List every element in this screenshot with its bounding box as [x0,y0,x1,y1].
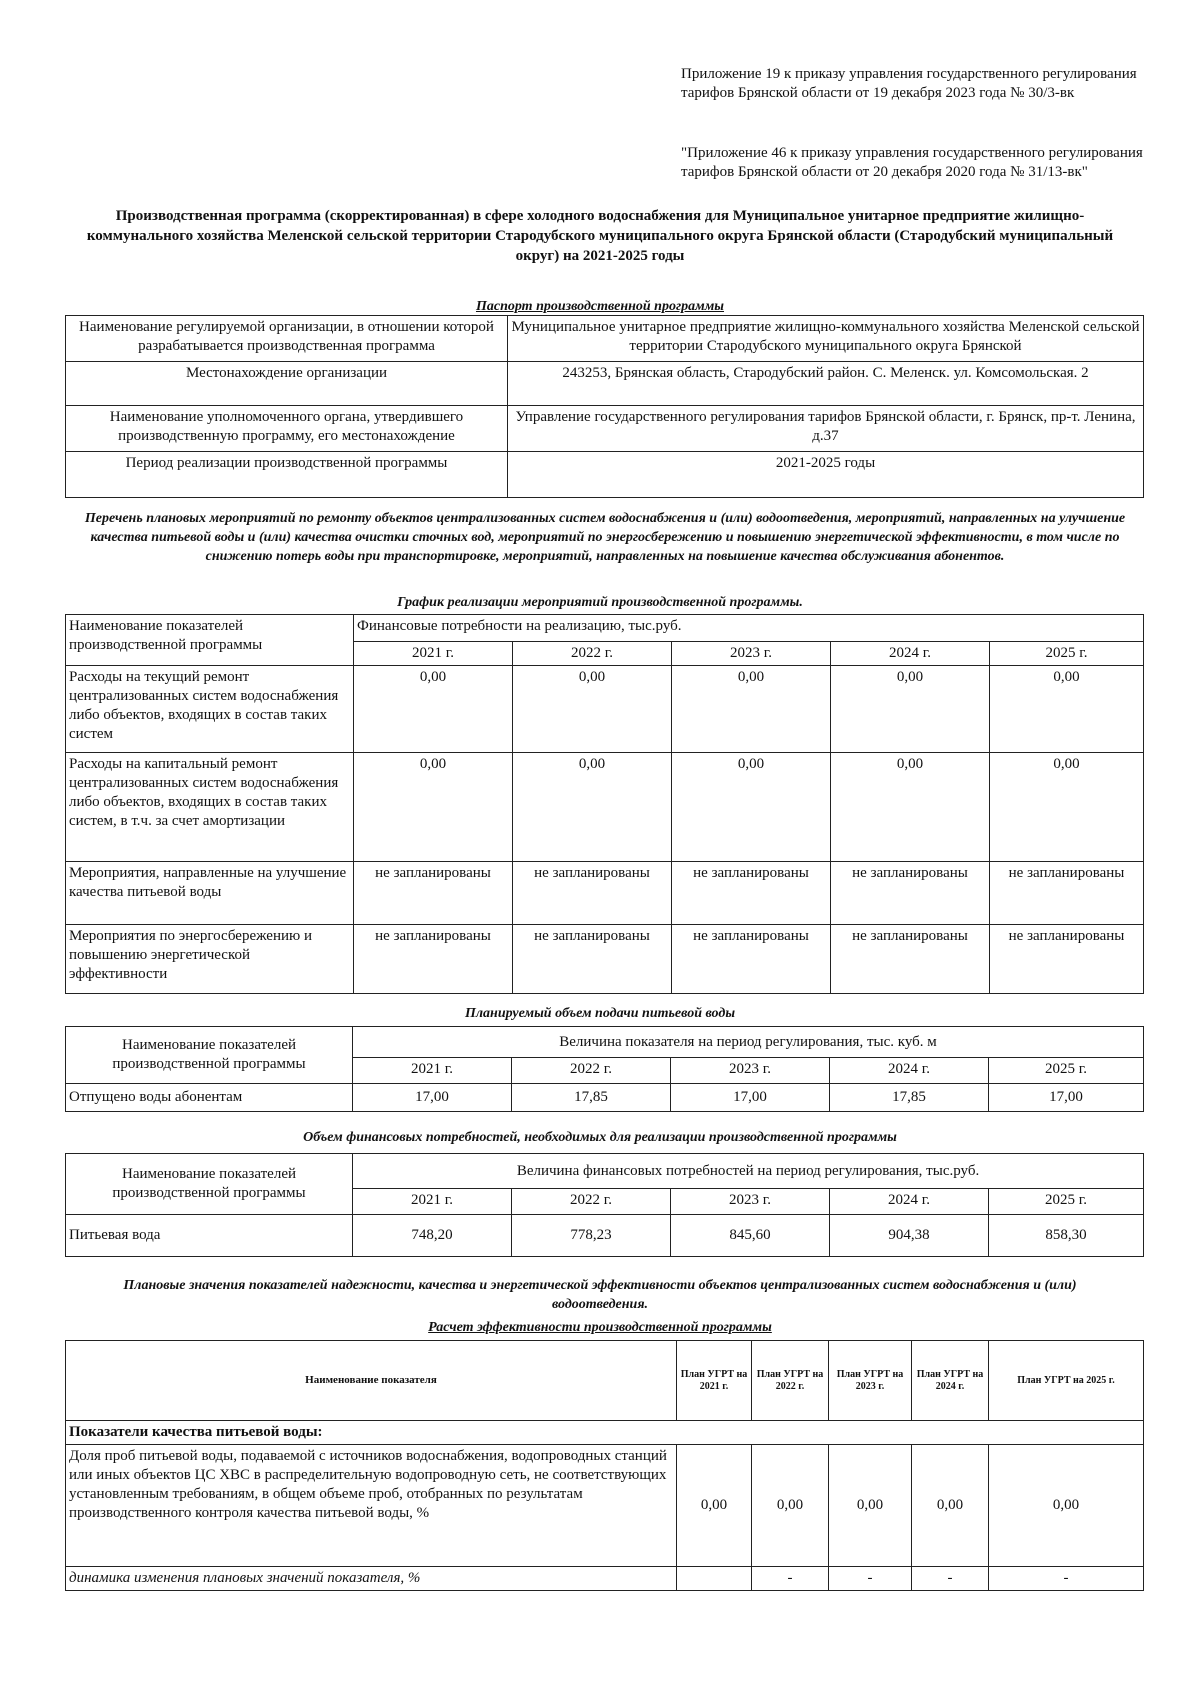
table-row [66,862,1144,925]
year-header: 2024 г. [831,642,990,666]
value-cell: 0,00 [672,753,831,862]
row-label: Расходы на капитальный ремонт централизованных систем водоснабжения либо объектов, входящих в состав таких систем, в т.ч. за счет амортизации [66,753,354,862]
year-header: 2021 г. [353,1189,512,1215]
year-header: 2023 г. [671,1058,830,1084]
passport-label: Наименование регулируемой организации, в отношении которой разрабатывается производственная программа [66,316,508,362]
row-label: Мероприятия, направленные на улучшение качества питьевой воды [66,862,354,925]
passport-table [65,315,1144,498]
value-cell: 0,00 [752,1445,829,1567]
value-cell: 17,00 [671,1084,830,1112]
table-row [66,452,1144,498]
value-cell [677,1567,752,1591]
value-cell: - [752,1567,829,1591]
dynamics-label: динамика изменения плановых значений показателя, % [66,1567,677,1591]
passport-label: Наименование уполномоченного органа, утвердившего производственную программу, его местонахождение [66,406,508,452]
table-row [66,1445,1144,1567]
value-cell: не запланированы [990,862,1144,925]
row-label: Расходы на текущий ремонт централизованных систем водоснабжения либо объектов, входящих в состав таких систем [66,666,354,753]
measures-table [65,614,1144,994]
value-cell: - [829,1567,912,1591]
value-cell: не запланированы [354,925,513,994]
value-cell: не запланированы [513,862,672,925]
table-row [66,1421,1144,1445]
table-row [66,1084,1144,1112]
year-header: 2024 г. [830,1189,989,1215]
annex-19-note: Приложение 19 к приказу управления государственного регулирования тарифов Брянской области от 19 декабря 2023 года № 30/3-вк [681,66,1137,101]
value-cell: 0,00 [831,666,990,753]
value-cell: - [989,1567,1144,1591]
table-row [66,1154,1144,1189]
value-cell: 17,00 [989,1084,1144,1112]
table-row [66,666,1144,753]
value-cell: 0,00 [513,666,672,753]
value-cell: 0,00 [354,753,513,862]
value-cell: не запланированы [672,862,831,925]
document-title: Производственная программа (скорректированная) в сфере холодного водоснабжения для Муниципальное унитарное предприятие жилищно-коммунального хозяйства Меленской сельской территории Стародубского муниципального округа Брянской области (Стародубский муниципальный округ) на 2021-2025 годы [86,208,1114,264]
table-row [66,362,1144,406]
table-row [66,316,1144,362]
passport-label: Период реализации производственной программы [66,452,508,498]
plan-header: План УГРТ на 2021 г. [677,1341,752,1421]
value-cell: 0,00 [989,1445,1144,1567]
year-header: 2025 г. [989,1189,1144,1215]
efficiency-table [65,1340,1144,1591]
table-row [66,615,1144,642]
value-cell: 17,85 [512,1084,671,1112]
indicator-header: Наименование показателя [66,1341,677,1421]
efficiency-caption: Плановые значения показателей надежности, качества и энергетической эффективности объектов централизованных систем водоснабжения и (или) водоотведения. [123,1278,1077,1312]
passport-label: Местонахождение организации [66,362,508,406]
value-cell: не запланированы [513,925,672,994]
value-cell: 845,60 [671,1215,830,1257]
passport-value: 2021-2025 годы [508,452,1144,498]
table-row [66,406,1144,452]
value-cell: 858,30 [989,1215,1144,1257]
indicator-header: Наименование показателей производственной программы [66,1027,353,1084]
value-cell: 0,00 [912,1445,989,1567]
value-cell: 0,00 [354,666,513,753]
value-cell: не запланированы [354,862,513,925]
plan-header: План УГРТ на 2022 г. [752,1341,829,1421]
schedule-caption: График реализации мероприятий производственной программы. [397,595,803,610]
year-header: 2025 г. [989,1058,1144,1084]
value-cell: не запланированы [831,925,990,994]
plan-header: План УГРТ на 2025 г. [989,1341,1144,1421]
table-row [66,1567,1144,1591]
volume-table [65,1026,1144,1112]
indicator-header: Наименование показателей производственной программы [66,1154,353,1215]
year-header: 2022 г. [512,1058,671,1084]
year-header: 2021 г. [354,642,513,666]
finance-caption: Объем финансовых потребностей, необходимых для реализации производственной программы [303,1130,897,1145]
value-cell: 0,00 [672,666,831,753]
year-header: 2021 г. [353,1058,512,1084]
table-row [66,1215,1144,1257]
passport-value: Муниципальное унитарное предприятие жилищно-коммунального хозяйства Меленской сельской территории Стародубского муниципального округа Брянской [508,316,1144,362]
finance-table [65,1153,1144,1257]
value-cell: 0,00 [990,753,1144,862]
section-header: Показатели качества питьевой воды: [66,1421,1144,1445]
measures-caption: Перечень плановых мероприятий по ремонту объектов централизованных систем водоснабжения и (или) водоотведения, мероприятий, направленных на улучшение качества питьевой воды и (или) качества очистки сточных вод, мероприятий по энергосбережению и повышению энергетической эффективности, в том числе по снижению потерь воды при транспортировке, мероприятий, направленных на повышение качества обслуживания абонентов. [84,511,1126,564]
year-header: 2025 г. [990,642,1144,666]
value-cell: 0,00 [677,1445,752,1567]
table-row [66,1027,1144,1058]
indicator-header: Наименование показателей производственной программы [66,615,354,666]
passport-value: 243253, Брянская область, Стародубский район. С. Меленск. ул. Комсомольская. 2 [508,362,1144,406]
value-cell: 904,38 [830,1215,989,1257]
row-label: Питьевая вода [66,1215,353,1257]
value-cell: 17,00 [353,1084,512,1112]
volume-group-header: Величина показателя на период регулирования, тыс. куб. м [353,1027,1144,1058]
value-cell: 0,00 [513,753,672,862]
passport-value: Управление государственного регулирования тарифов Брянской области, г. Брянск, пр-т. Ленина, д.37 [508,406,1144,452]
value-cell: 17,85 [830,1084,989,1112]
table-row [66,1341,1144,1421]
value-cell: 778,23 [512,1215,671,1257]
finance-group-header: Величина финансовых потребностей на период регулирования, тыс.руб. [353,1154,1144,1189]
annex-46-note: "Приложение 46 к приказу управления государственного регулирования тарифов Брянской области от 20 декабря 2020 года № 31/13-вк" [681,145,1143,180]
year-header: 2024 г. [830,1058,989,1084]
value-cell: не запланированы [990,925,1144,994]
year-header: 2022 г. [512,1189,671,1215]
plan-header: План УГРТ на 2023 г. [829,1341,912,1421]
value-cell: - [912,1567,989,1591]
volume-caption: Планируемый объем подачи питьевой воды [464,1006,736,1021]
passport-caption: Паспорт производственной программы [475,299,725,314]
value-cell: 748,20 [353,1215,512,1257]
value-cell: 0,00 [829,1445,912,1567]
value-cell: не запланированы [831,862,990,925]
value-cell: не запланированы [672,925,831,994]
year-header: 2022 г. [513,642,672,666]
table-row [66,753,1144,862]
value-cell: 0,00 [831,753,990,862]
table-row [66,925,1144,994]
financial-needs-header: Финансовые потребности на реализацию, тыс.руб. [354,615,1144,642]
year-header: 2023 г. [671,1189,830,1215]
value-cell: 0,00 [990,666,1144,753]
row-label: Доля проб питьевой воды, подаваемой с источников водоснабжения, водопроводных станций или иных объектов ЦС ХВС в распределительную водопроводную сеть, не соответствующих установленным требованиям, в общем объеме проб, отобранных по результатам производственного контроля качества питьевой воды, % [66,1445,677,1567]
year-header: 2023 г. [672,642,831,666]
row-label: Мероприятия по энергосбережению и повышению энергетической эффективности [66,925,354,994]
plan-header: План УГРТ на 2024 г. [912,1341,989,1421]
row-label: Отпущено воды абонентам [66,1084,353,1112]
calc-caption: Расчет эффективности производственной программы [428,1320,772,1335]
